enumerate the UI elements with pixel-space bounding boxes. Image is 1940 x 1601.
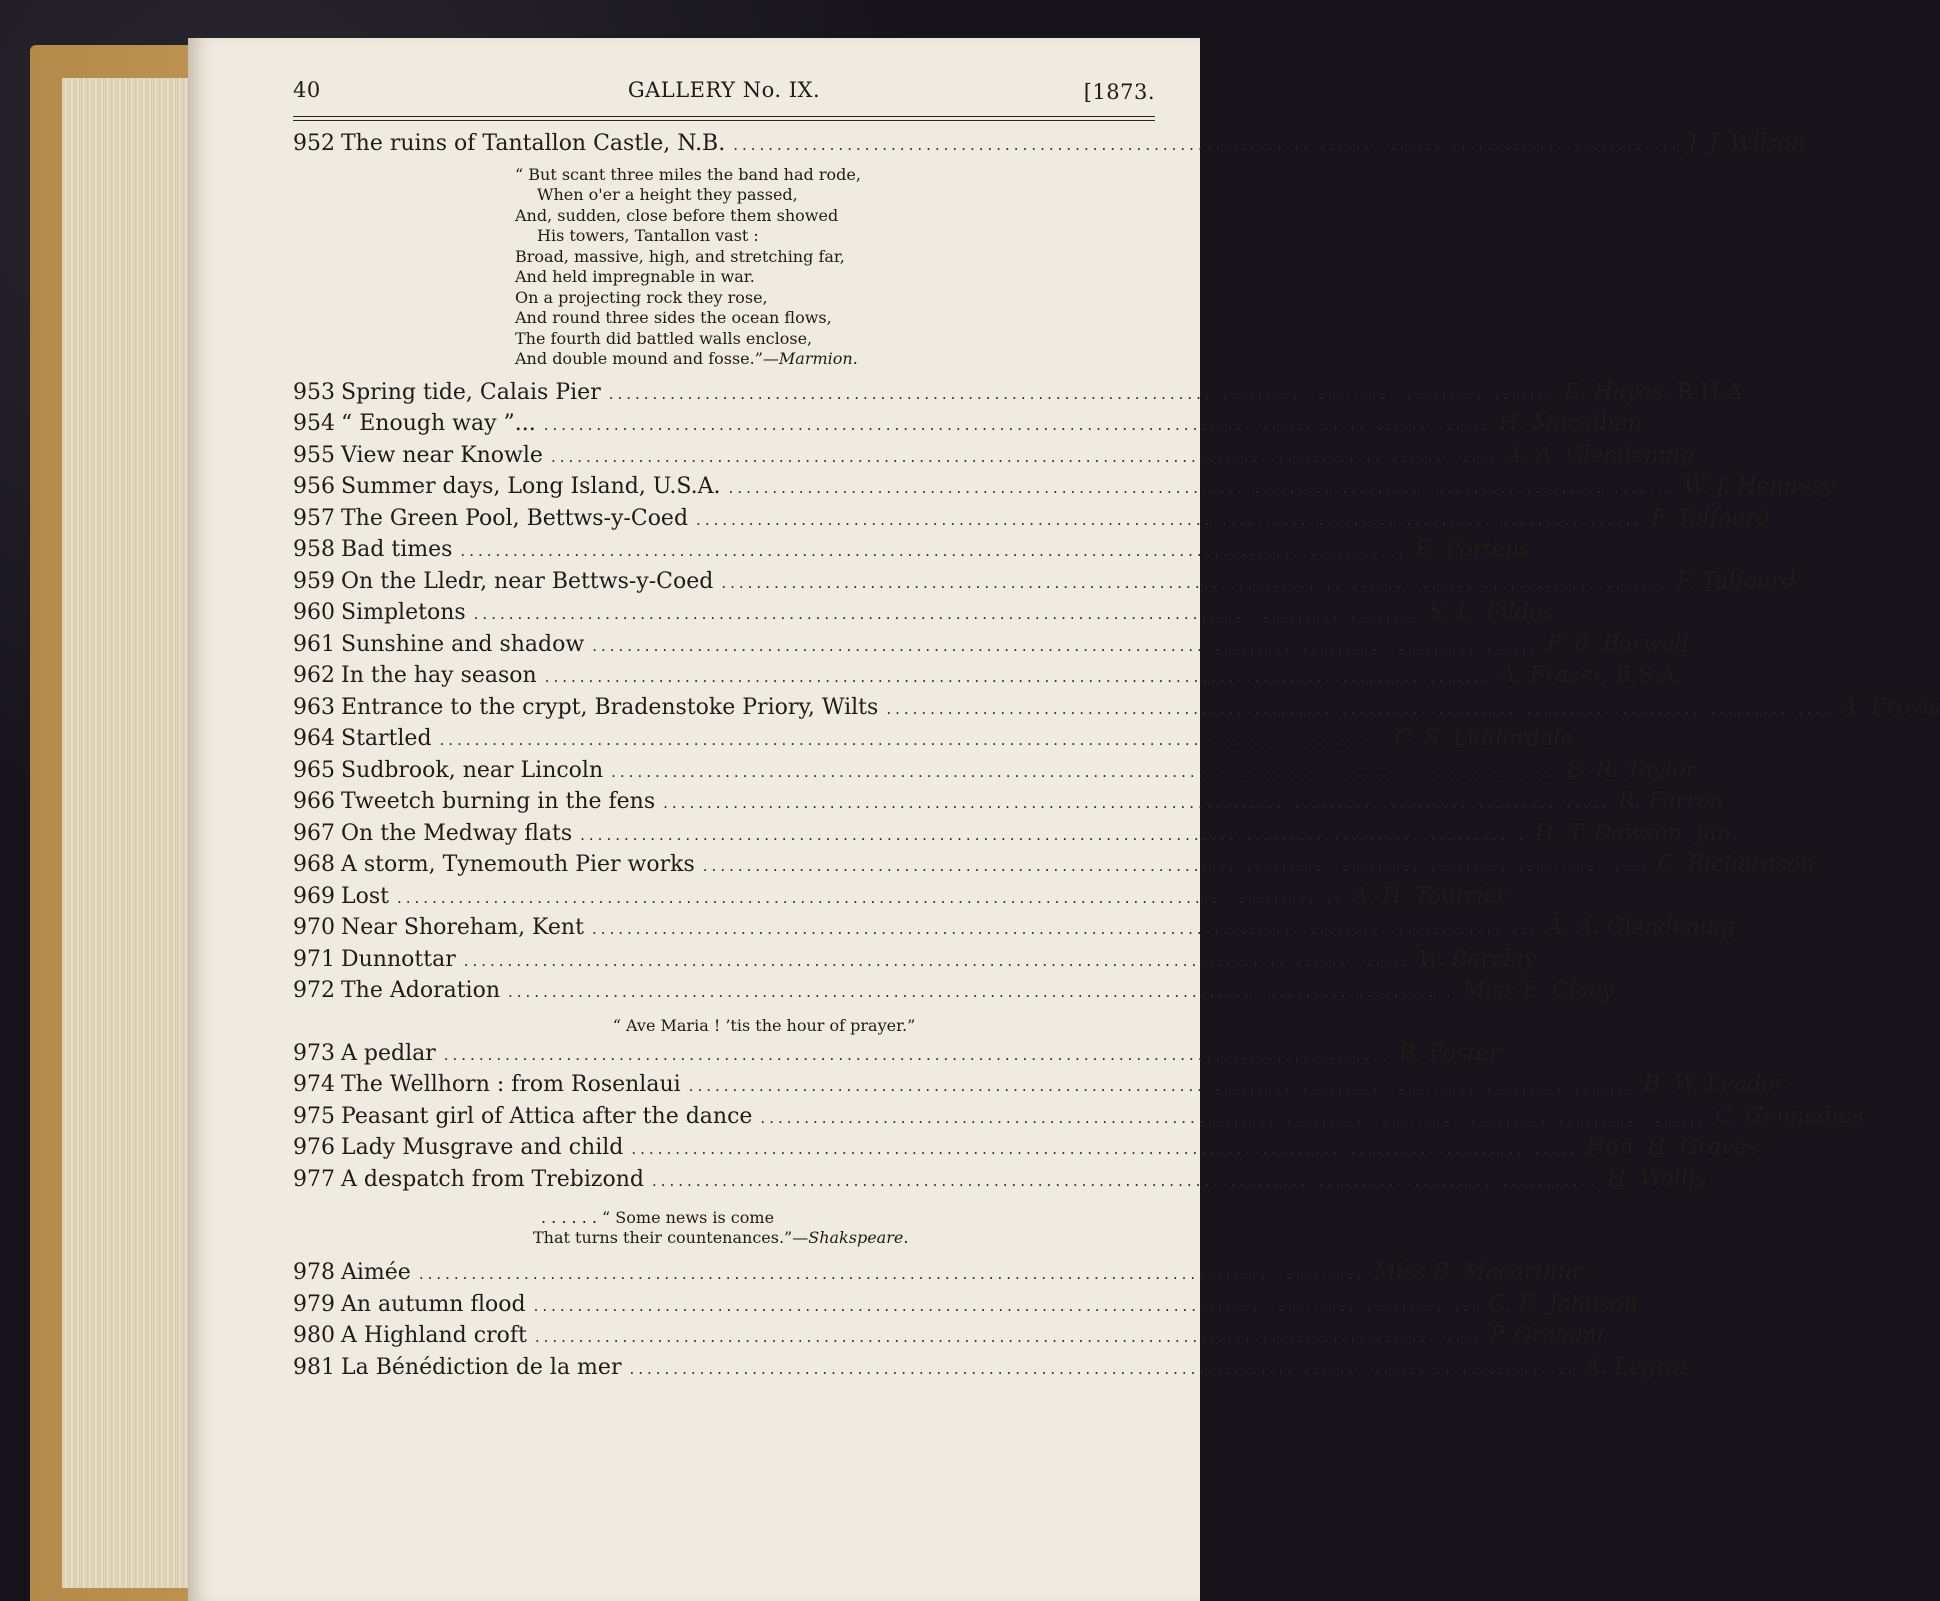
quote-line: And round three sides the ocean flows, [515, 308, 832, 327]
leader-dots: ............................................................................................................ [663, 794, 1611, 812]
entry-number: 961 [293, 631, 335, 657]
entry-title: Sunshine and shadow [341, 631, 585, 657]
entry-artist: F. Talfourd [1651, 505, 1771, 531]
entry-artist: A. H. Tourrier [1351, 883, 1507, 909]
entry-artist: H. Macallum [1498, 411, 1643, 436]
leader-dots: ............................................................................................................ [629, 1359, 1577, 1378]
entry-artist: Hon. H. Graves [1586, 1135, 1759, 1160]
entry-title: Startled [341, 726, 432, 751]
entry-artist: A. Provis [1841, 694, 1940, 720]
entry-title: Lady Musgrave and child [341, 1135, 624, 1160]
header-rule-thin [293, 120, 1155, 121]
entry-title: Dunnottar [341, 946, 456, 972]
entry-title: Sudbrook, near Lincoln [341, 757, 604, 783]
entry-artist: A. A. Glendening [1505, 442, 1694, 468]
entry-title: A pedlar [341, 1040, 436, 1066]
shakspeare-quote [533, 1208, 1155, 1248]
entry-title: The ruins of Tantallon Castle, N.B. [341, 131, 726, 156]
quote-line: Broad, massive, high, and stretching far, [515, 246, 845, 266]
leader-dots: ............................................................................................................ [508, 983, 1455, 1001]
entry-title: A despatch from Trebizond [341, 1166, 644, 1192]
entry-number: 981 [293, 1354, 335, 1380]
catalogue-entry [293, 978, 1614, 1010]
entry-artist: R. Farren [1618, 789, 1724, 814]
entry-title: Lost [341, 883, 389, 909]
entry-title: A Highland croft [341, 1323, 527, 1348]
leader-dots: ............................................................................................................ [418, 1265, 1366, 1283]
page-edges [62, 78, 204, 1588]
entry-number: 974 [293, 1072, 335, 1097]
leader-dots: ............................................................................................................ [473, 605, 1421, 623]
entry-number: 967 [293, 820, 335, 846]
quote-line: On a projecting rock they rose, [515, 287, 768, 307]
entry-artist: W. J. Hennesy [1683, 474, 1835, 499]
entry-number: 958 [293, 537, 335, 562]
entry-title: Bad times [341, 537, 453, 562]
entry-artist: C. Gennadios [1715, 1103, 1864, 1129]
catalogue-entry [293, 1260, 1583, 1292]
leader-dots: ............................................................................................................ [534, 1328, 1482, 1346]
entry-number: 960 [293, 600, 335, 625]
leader-dots: ............................................................................................................ [886, 699, 1834, 718]
catalogue-entry [293, 757, 1696, 790]
entry-title: Entrance to the crypt, Bradenstoke Priory, Wilts [341, 694, 879, 720]
leader-dots: ............................................................................................................ [397, 888, 1344, 907]
entry-number: 966 [293, 789, 335, 814]
catalogue-entry [293, 1291, 1638, 1324]
entry-title: Aimée [341, 1260, 411, 1285]
catalogue-entry [293, 663, 1683, 695]
catalogue-entry [293, 1072, 1785, 1104]
leader-dots: ............................................................................................................ [592, 636, 1540, 655]
catalogue-entry [293, 600, 1554, 632]
entry-artist: P. Graham [1489, 1323, 1604, 1348]
leader-dots: ............................................................................................................ [733, 136, 1681, 154]
entry-title: Spring tide, Calais Pier [341, 379, 601, 405]
quote-line-last: And double mound and fosse.”—Marmion. [515, 349, 858, 368]
catalogue-entry [293, 1166, 1707, 1199]
entry-number: 959 [293, 568, 335, 594]
quote-source: Shakspeare. [808, 1228, 909, 1247]
catalogue-entry [293, 1354, 1692, 1387]
leader-dots: ............................................................................................................ [439, 731, 1387, 749]
quote-line: “ But scant three miles the band had rode, [515, 164, 861, 184]
catalogue-entry [293, 131, 1806, 163]
entry-title: Tweetch burning in the fens [341, 789, 656, 814]
page-content [293, 78, 1940, 1386]
entry-number: 976 [293, 1135, 335, 1160]
entry-number: 953 [293, 379, 335, 405]
leader-dots: ............................................................................................................ [550, 447, 1498, 466]
entry-number: 975 [293, 1103, 335, 1129]
quote-line: . . . . . . “ Some news is come [541, 1208, 775, 1227]
entry-artist: E. Hayes, R.H.A. [1563, 379, 1750, 405]
marmion-quote [515, 165, 1155, 370]
entry-title: View near Knowle [341, 442, 543, 468]
catalogue-entry [293, 789, 1724, 821]
leader-dots: ............................................................................................................ [533, 1296, 1481, 1315]
catalogue-entry [293, 1135, 1759, 1167]
entry-title: Summer days, Long Island, U.S.A. [341, 474, 721, 499]
entry-title: The Wellhorn : from Rosenlaui [341, 1072, 681, 1097]
leader-dots: ............................................................................................................ [688, 1077, 1636, 1095]
quote-line: The fourth did battled walls enclose, [515, 328, 813, 348]
leader-dots: ............................................................................................................ [443, 1045, 1391, 1064]
leader-dots: ............................................................................................................ [728, 479, 1676, 497]
leader-dots: ............................................................................................................ [543, 416, 1491, 434]
catalogue-entry [293, 474, 1835, 506]
entry-artist: F. Talfourd [1676, 568, 1796, 594]
entry-number: 977 [293, 1166, 335, 1192]
entry-title: The Adoration [341, 978, 500, 1003]
page-header [293, 78, 1155, 112]
catalogue-entry [293, 883, 1507, 916]
entry-artist: E. R. Taylor [1566, 757, 1696, 783]
entry-artist: C. Richardson [1657, 852, 1815, 877]
gallery-title: GALLERY No. IX. [627, 78, 821, 102]
leader-dots: ............................................................................................................ [463, 951, 1411, 970]
entry-number: 956 [293, 474, 335, 499]
page-year: [1873. [1083, 80, 1155, 104]
entry-artist: A. Legros [1584, 1354, 1692, 1380]
header-rule [293, 116, 1155, 117]
quote-line: And, sudden, close before them showed [515, 205, 839, 225]
entry-artist: Miss B. Macarthur [1373, 1260, 1583, 1285]
entry-artist: Miss E. Clacy [1462, 978, 1614, 1003]
page-number: 40 [293, 78, 321, 102]
catalogue-entry [293, 694, 1940, 727]
entry-artist: A. A. Glendening [1546, 915, 1735, 940]
entry-number: 954 [293, 411, 335, 436]
entry-artist: W. Barclay [1418, 946, 1537, 972]
entry-artist: H. T. Dawson, jun. [1535, 820, 1739, 846]
entry-title: On the Medway flats [341, 820, 573, 846]
catalogue-entry [293, 726, 1574, 758]
entry-title: Near Shoreham, Kent [341, 915, 584, 940]
quote-line: And held impregnable in war. [515, 267, 755, 286]
catalogue-entry [293, 411, 1643, 443]
entry-artist: B. Foster [1398, 1040, 1500, 1066]
catalogue-entry [293, 852, 1815, 884]
entry-artist: F. B. Barwell [1547, 631, 1689, 657]
entry-number: 952 [293, 131, 335, 156]
entry-number: 972 [293, 978, 335, 1003]
entry-artist: A. Fraser, R.S.A. [1499, 663, 1683, 688]
catalogue-entry [293, 631, 1689, 664]
quote-line: When o'er a height they passed, [537, 185, 798, 204]
leader-dots: ............................................................................................................ [591, 920, 1539, 938]
catalogue-entry [293, 1323, 1604, 1355]
entry-title: Simpletons [341, 600, 466, 625]
leader-dots: ............................................................................................................ [580, 825, 1528, 844]
entry-number: 957 [293, 505, 335, 531]
leader-dots: ............................................................................................................ [702, 857, 1650, 875]
entry-artist: S. L. Fildes [1428, 600, 1554, 625]
entry-title: La Bénédiction de la mer [341, 1354, 622, 1380]
entry-title: Peasant girl of Attica after the dance [341, 1103, 753, 1129]
entry-title: The Green Pool, Bettws-y-Coed [341, 505, 689, 531]
entry-number: 955 [293, 442, 335, 468]
entry-number: 978 [293, 1260, 335, 1285]
entry-number: 965 [293, 757, 335, 783]
leader-dots: ............................................................................................................ [608, 384, 1556, 403]
catalogue-entry [293, 505, 1771, 538]
catalogue-entry [293, 820, 1739, 853]
entry-number: 962 [293, 663, 335, 688]
entry-number: 980 [293, 1323, 335, 1348]
leader-dots: ............................................................................................................ [631, 1140, 1579, 1158]
catalogue-entry [293, 568, 1796, 601]
catalogue-entry [293, 537, 1531, 569]
entry-title: A storm, Tynemouth Pier works [341, 852, 695, 877]
entry-number: 964 [293, 726, 335, 751]
entry-number: 971 [293, 946, 335, 972]
ave-maria-quote: “ Ave Maria ! ’tis the hour of prayer.” [612, 1015, 916, 1035]
quote-line: His towers, Tantallon vast : [537, 226, 759, 245]
entry-artist: E. Porteus [1415, 537, 1531, 562]
catalogue-entry [293, 442, 1694, 475]
entry-title: “ Enough way ”... [341, 411, 536, 436]
entry-artist: B. W. Leader [1643, 1072, 1785, 1097]
entry-number: 970 [293, 915, 335, 940]
entry-number: 969 [293, 883, 335, 909]
leader-dots: ............................................................................................................ [760, 1108, 1708, 1127]
catalogue-entry [293, 1040, 1500, 1073]
catalogue-entry [293, 915, 1735, 947]
entry-artist: H. Wallis [1606, 1166, 1707, 1192]
entry-number: 979 [293, 1291, 335, 1317]
leader-dots: ............................................................................................................ [460, 542, 1408, 560]
leader-dots: ............................................................................................................ [544, 668, 1492, 686]
quote-source: Marmion. [778, 349, 858, 368]
entry-artist: C. E. Johnson [1488, 1291, 1638, 1317]
entry-number: 973 [293, 1040, 335, 1066]
catalogue-entry [293, 379, 1750, 412]
catalogue-entry [293, 1103, 1864, 1136]
catalogue-entry [293, 946, 1537, 979]
leader-dots: ............................................................................................................ [611, 762, 1559, 781]
entry-artist: C. S. Lidderdale [1394, 726, 1574, 751]
entry-title: In the hay season [341, 663, 537, 688]
entry-title: On the Lledr, near Bettws-y-Coed [341, 568, 714, 594]
entry-artist: J. J. Wilson [1688, 131, 1806, 156]
leader-dots: ............................................................................................................ [696, 510, 1643, 529]
entry-title: An autumn flood [341, 1291, 526, 1317]
entry-number: 968 [293, 852, 335, 877]
quote-line-last: That turns their countenances.”—Shakspeare. [533, 1228, 909, 1247]
leader-dots: ............................................................................................................ [651, 1171, 1599, 1190]
leader-dots: ............................................................................................................ [721, 573, 1669, 592]
entry-number: 963 [293, 694, 335, 720]
